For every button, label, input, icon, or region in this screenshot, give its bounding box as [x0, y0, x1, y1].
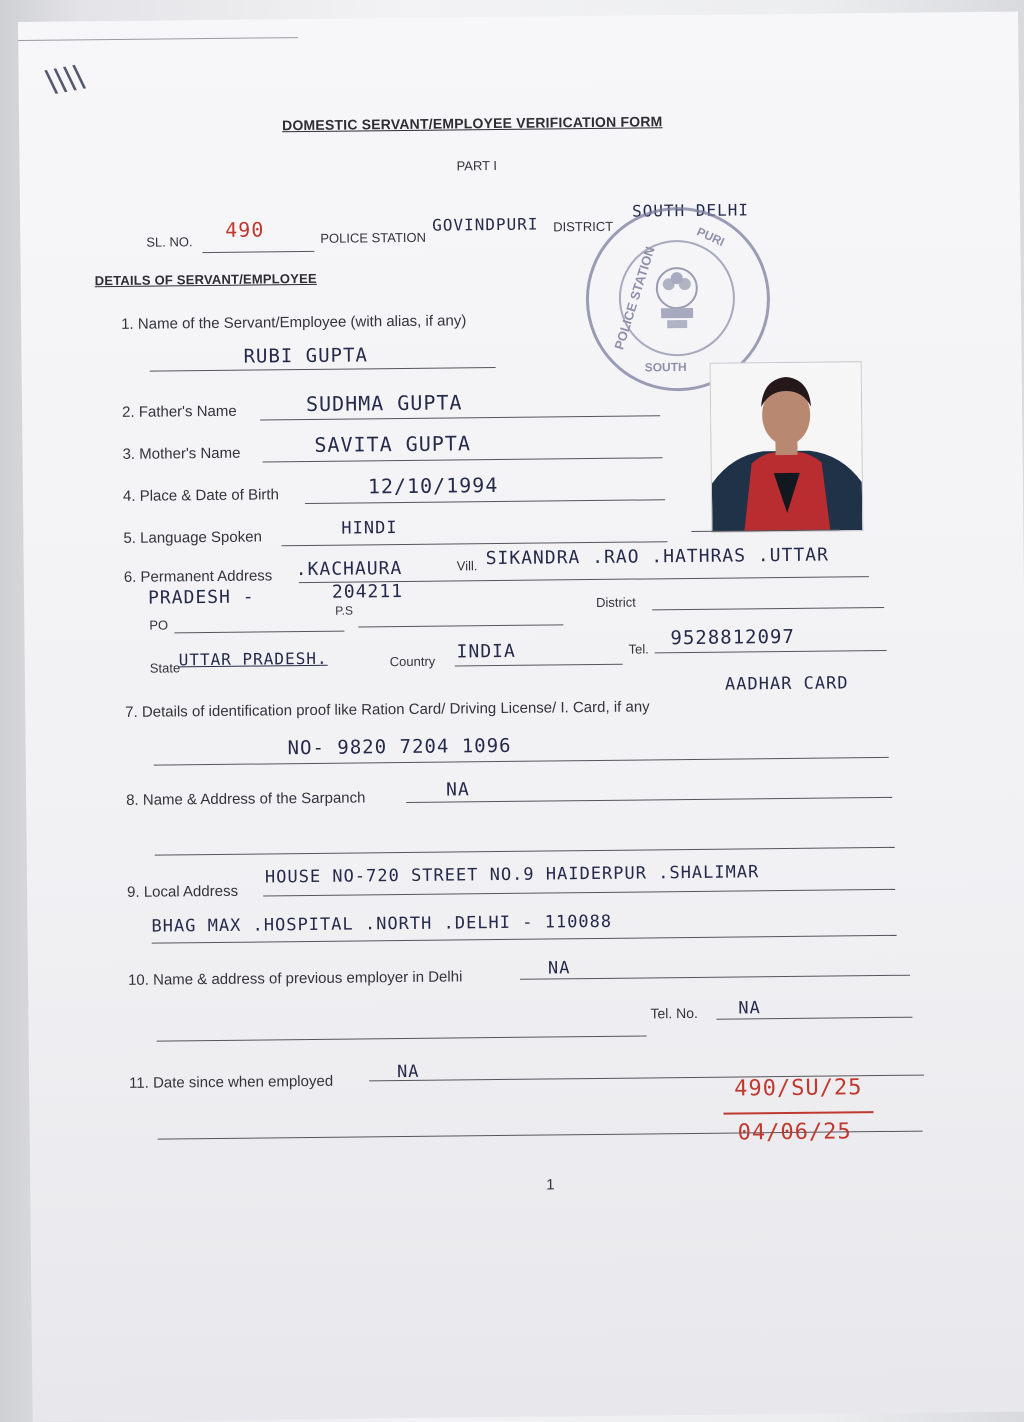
- corner-mark: \\\\: [43, 58, 88, 103]
- field-8-value: NA: [445, 779, 470, 801]
- state-value: UTTAR PRADESH.: [178, 648, 328, 670]
- field-4-label: 4. Place & Date of Birth: [122, 486, 279, 505]
- district-field-label: District: [596, 594, 636, 610]
- field-6-label: 6. Permanent Address: [123, 567, 273, 586]
- field-9-line2-rule: [152, 935, 897, 944]
- form-title: DOMESTIC SERVANT/EMPLOYEE VERIFICATION FORM: [282, 113, 663, 134]
- stamp-bottom-text: SOUTH: [644, 360, 687, 375]
- field-5-line: [281, 541, 667, 546]
- person-silhouette-icon: [711, 362, 863, 532]
- field-6-value: .KACHAURA: [295, 558, 403, 581]
- state-label: State: [149, 660, 181, 676]
- sl-no-label: SL. NO.: [146, 234, 193, 250]
- field-3-label: 3. Mother's Name: [122, 444, 241, 463]
- field-11-label: 11. Date since when employed: [129, 1072, 334, 1092]
- field-10-line: [520, 975, 910, 980]
- emblem-icon: [647, 262, 708, 335]
- field-10-tel-label: Tel. No.: [650, 1004, 698, 1022]
- field-10-tel-value: NA: [738, 998, 761, 1019]
- sl-no-line: [202, 251, 314, 253]
- field-7-label: 7. Details of identification proof like Ration Card/ Driving License/ I. Card, if any: [125, 698, 650, 721]
- sl-no-value: 490: [225, 217, 265, 242]
- field-7-line2: NO- 9820 7204 1096: [287, 734, 512, 760]
- employee-photo: [710, 361, 864, 533]
- stamp-top-text: PURI: [694, 224, 727, 250]
- field-5-label: 5. Language Spoken: [123, 528, 262, 547]
- field-1-label: 1. Name of the Servant/Employee (with alias, if any): [121, 312, 467, 333]
- tel-line: [655, 650, 887, 653]
- village-value: SIKANDRA .RAO .HATHRAS .UTTAR: [485, 544, 830, 570]
- field-6-line2: PRADESH -: [147, 586, 255, 609]
- district-value: SOUTH DELHI: [631, 200, 750, 221]
- field-1-line: [150, 367, 496, 372]
- form-page: [18, 12, 1024, 1422]
- field-5-value: HINDI: [341, 518, 398, 539]
- tel-label: Tel.: [628, 641, 649, 657]
- field-9-line: [263, 889, 895, 897]
- field-4-value: 12/10/1994: [367, 472, 499, 499]
- field-9-value: HOUSE NO-720 STREET NO.9 HAIDERPUR .SHALIMAR: [264, 862, 760, 888]
- field-7-line: [154, 757, 889, 766]
- part-label: PART I: [456, 157, 498, 174]
- po-line: [174, 631, 344, 634]
- pin-code: 204211: [331, 581, 404, 603]
- field-2-line: [260, 415, 660, 420]
- field-2-label: 2. Father's Name: [122, 402, 237, 421]
- police-station-value: GOVINDPURI: [432, 214, 539, 235]
- tel-value: 9528812097: [670, 625, 795, 650]
- field-8-line: [406, 797, 892, 803]
- field-8-label: 8. Name & Address of the Sarpanch: [126, 789, 366, 809]
- section-title: DETAILS OF SERVANT/EMPLOYEE: [94, 270, 317, 289]
- field-2-value: SUDHMA GUPTA: [305, 390, 463, 417]
- field-9-label: 9. Local Address: [127, 882, 239, 901]
- district-label: DISTRICT: [553, 218, 614, 235]
- field-8-line2: [155, 847, 895, 856]
- field-9-line2: BHAG MAX .HOSPITAL .NORTH .DELHI - 110088: [151, 911, 613, 937]
- top-rule: [18, 37, 298, 41]
- ps-line: [358, 624, 563, 627]
- country-label: Country: [389, 653, 436, 670]
- country-value: INDIA: [456, 640, 516, 663]
- page-number: 1: [546, 1176, 555, 1194]
- annotation-date: 04/06/25: [737, 1119, 852, 1146]
- field-10-line2: [157, 1035, 647, 1041]
- annotation-divider: [723, 1111, 873, 1115]
- field-3-line: [263, 457, 663, 462]
- ps-label: P.S: [335, 603, 354, 618]
- field-1-value: RUBI GUPTA: [243, 344, 369, 368]
- police-station-label: POLICE STATION: [320, 229, 427, 246]
- reference-number: 490/SU/25: [734, 1075, 863, 1102]
- country-line: [455, 664, 623, 667]
- field-7-value: AADHAR CARD: [724, 673, 849, 695]
- field-11-value: NA: [396, 1061, 420, 1083]
- po-label: PO: [149, 617, 169, 633]
- district-line: [652, 607, 884, 610]
- village-label: Vill.: [456, 558, 478, 574]
- field-3-value: SAVITA GUPTA: [314, 431, 472, 457]
- field-4-line: [305, 499, 665, 504]
- field-10-value: NA: [547, 958, 571, 979]
- stamp-ring-text: POLICE STATION: [611, 244, 658, 352]
- field-10-label: 10. Name & address of previous employer in Delhi: [127, 968, 463, 989]
